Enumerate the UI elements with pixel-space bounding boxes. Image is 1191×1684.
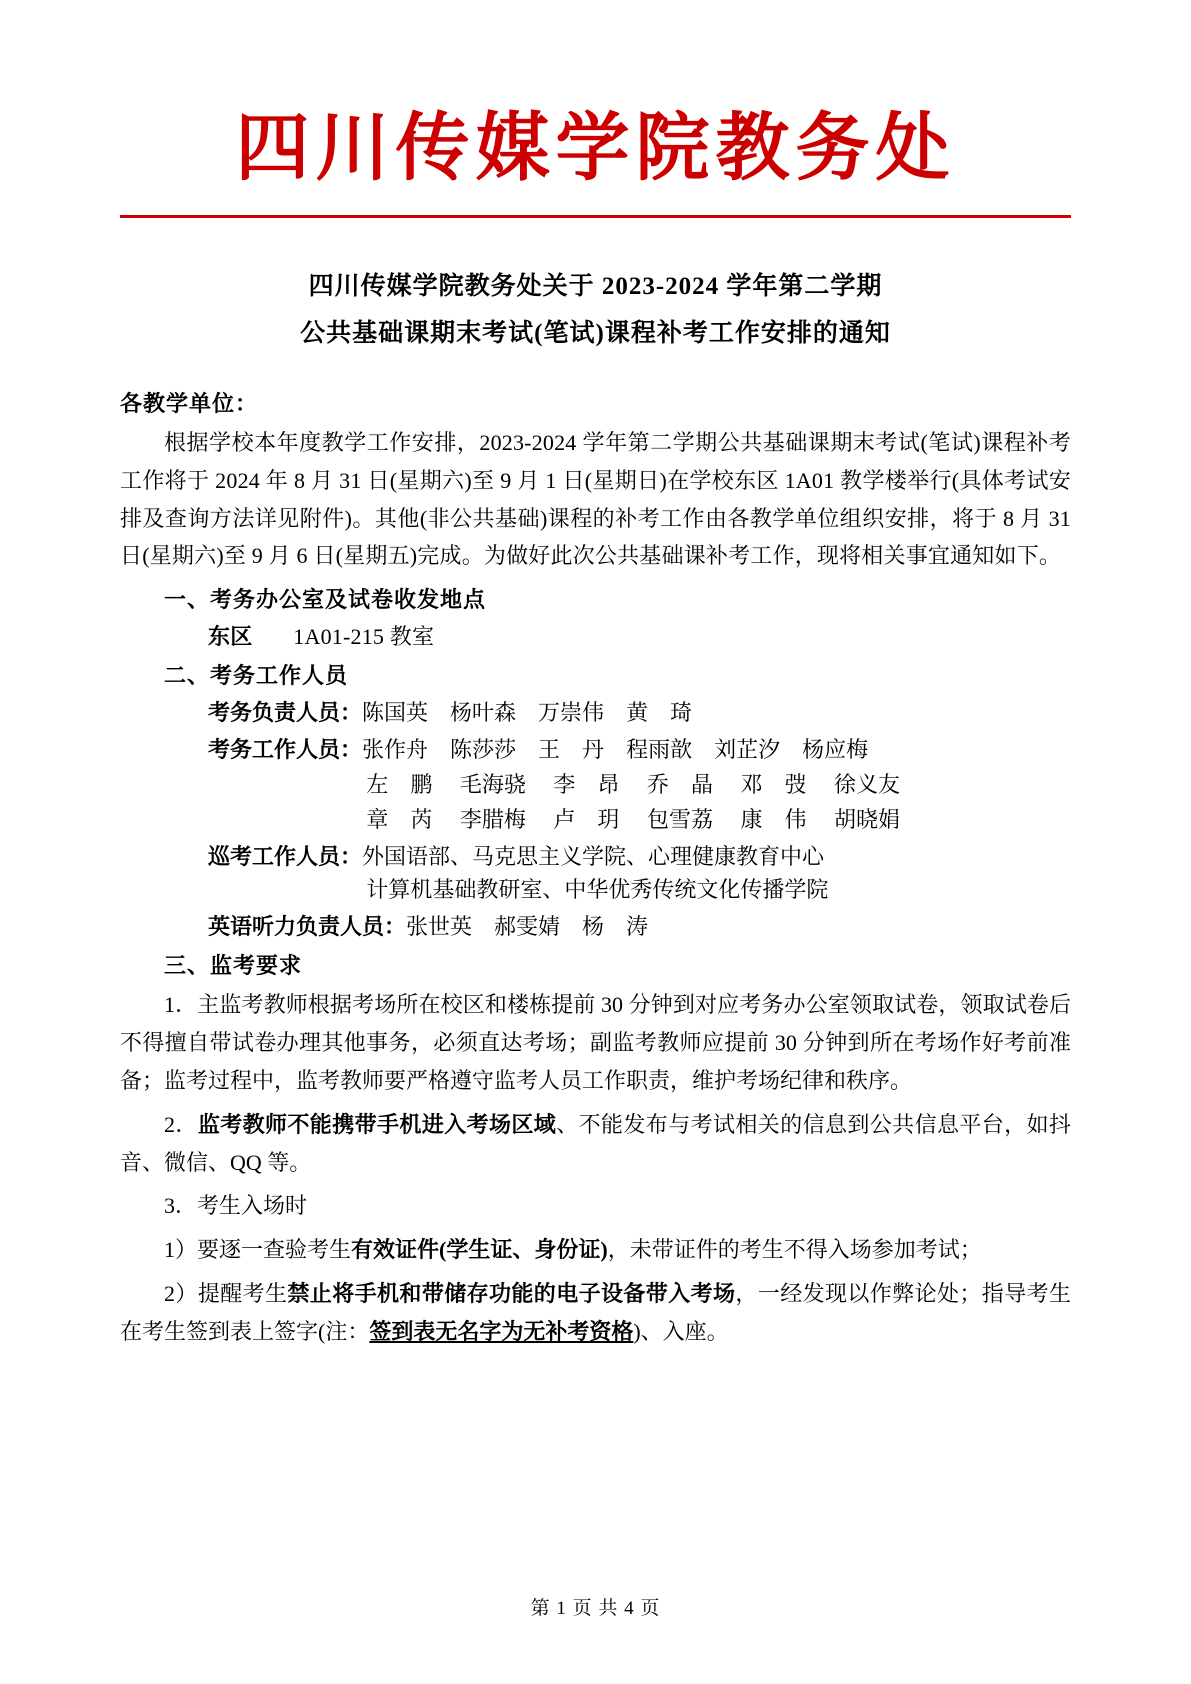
document-title-line-2: 公共基础课期末考试(笔试)课程补考工作安排的通知	[300, 319, 891, 347]
document-title-line-1: 四川传媒学院教务处关于 2023-2024 学年第二学期	[308, 273, 883, 301]
roster-name: 张世英	[406, 914, 473, 940]
exam-office-location-label: 东区	[208, 624, 253, 650]
exam-office-location-value: 1A01-215 教室	[293, 624, 435, 650]
exam-office-location	[120, 620, 1071, 651]
roster-name: 康 伟	[740, 807, 807, 833]
roster-name: 徐义友	[833, 772, 900, 798]
roster-name: 程雨歆	[626, 737, 693, 763]
requirement-prefix: 1）	[164, 1237, 198, 1263]
roster-continuation	[120, 803, 1071, 834]
roster-name: 毛海骁	[459, 772, 526, 798]
requirement-text-mid: ，一经发现以作弊论处；指导考生在考生签到表上签字(注：	[120, 1281, 1071, 1344]
roster-name: 王 丹	[538, 737, 605, 763]
roster-units-continuation: 计算机基础教研室、中华优秀传统文化传播学院	[366, 877, 829, 903]
roster-name: 邓 弢	[740, 772, 807, 798]
roster-name: 胡晓娟	[833, 807, 900, 833]
salutation: 各教学单位：	[120, 390, 259, 416]
roster-names	[362, 696, 714, 727]
roster-name: 包雪荔	[646, 807, 713, 833]
roster-name: 左 鹏	[366, 772, 433, 798]
roster-names	[406, 910, 670, 941]
intro-paragraph: 根据学校本年度教学工作安排，2023-2024 学年第二学期公共基础课期末考试(笔试)课程补考工作将于 2024 年 8 月 31 日(星期六)至 9 月 1 日(星期日)在学校东区 1A01 教学楼举行(具体考试安排及查询方法详见附件)。其他(非公共基础)课程的补考工作由各教学单位组织安排，将于 8 月 31 日(星期六)至 9 月 6 日(星期五)完成。为做好此次公共基础课补考工作，现将相关事宜通知如下。	[120, 429, 1071, 569]
requirement-prefix: 1．	[164, 992, 198, 1018]
roster-name: 刘芷汐	[714, 737, 781, 763]
requirement-emphasis: 监考教师不能携带手机进入考场区域	[197, 1111, 557, 1137]
requirement-prefix: 2．	[164, 1111, 198, 1137]
roster-names	[362, 733, 890, 764]
roster-row	[120, 840, 1071, 871]
document-title	[120, 264, 1071, 357]
roster-name: 万崇伟	[538, 700, 605, 726]
roster-name: 郝雯婧	[494, 914, 561, 940]
roster-name: 乔 晶	[646, 772, 713, 798]
roster-row	[120, 696, 1071, 727]
requirement-emphasis: 有效证件(学生证、身份证)	[351, 1237, 608, 1263]
requirement-item-3	[120, 1187, 1071, 1225]
roster-label: 考务负责人员：	[208, 700, 363, 726]
requirement-text: 考生入场时	[197, 1193, 308, 1219]
roster-label: 英语听力负责人员：	[208, 914, 407, 940]
requirement-item-2	[120, 1106, 1071, 1182]
roster-name: 卢 玥	[553, 807, 620, 833]
page-footer: 第 1 页 共 4 页	[530, 1598, 661, 1619]
masthead-divider	[120, 215, 1071, 218]
roster-name: 章 芮	[366, 807, 433, 833]
requirement-text-after: )、入座。	[633, 1318, 729, 1344]
requirement-emphasis: 禁止将手机和带储存功能的电子设备带入考场	[287, 1281, 736, 1306]
requirement-item-3-2	[120, 1275, 1071, 1351]
masthead-title: 四川传媒学院教务处	[235, 105, 956, 191]
requirement-prefix: 3．	[164, 1193, 198, 1219]
requirement-prefix: 2）	[164, 1281, 198, 1306]
section-heading-3: 三、监考要求	[164, 953, 303, 979]
masthead	[120, 0, 1071, 218]
roster-continuation	[120, 768, 1071, 799]
roster-name: 杨 涛	[582, 914, 649, 940]
roster-name: 杨应梅	[802, 737, 869, 763]
requirement-underline: 签到表无名字为无补考资格	[369, 1318, 634, 1344]
roster-name: 陈莎莎	[450, 737, 517, 763]
requirement-text-before: 提醒考生	[197, 1281, 288, 1306]
roster-name: 杨叶森	[450, 700, 517, 726]
roster-name: 陈国英	[362, 700, 429, 726]
requirement-text: 主监考教师根据考场所在校区和楼栋提前 30 分钟到对应考务办公室领取试卷，领取试卷后不得擅自带试卷办理其他事务，必须直达考场；副监考教师应提前 30 分钟到所在考场作好考前准备；监考过程中，监考教师要严格遵守监考人员工作职责，维护考场纪律和秩序。	[120, 992, 1071, 1093]
roster-label: 巡考工作人员：	[208, 844, 363, 870]
requirement-text: 、不能发布与考试相关的信息到公共信息平台，如抖音、微信、QQ 等。	[120, 1111, 1071, 1175]
roster-name: 黄 琦	[626, 700, 693, 726]
section-heading-1: 一、考务办公室及试卷收发地点	[164, 587, 487, 613]
roster-name: 李腊梅	[459, 807, 526, 833]
requirement-text-before: 要逐一查验考生	[197, 1237, 352, 1263]
section-heading-2: 二、考务工作人员	[164, 663, 349, 689]
roster-units: 外国语部、马克思主义学院、心理健康教育中心	[362, 844, 825, 870]
roster-row	[120, 910, 1071, 941]
requirement-item-1	[120, 986, 1071, 1099]
roster-name: 李 昂	[553, 772, 620, 798]
requirement-item-3-1	[120, 1231, 1071, 1269]
roster-name: 张作舟	[362, 737, 429, 763]
roster-label: 考务工作人员：	[208, 737, 363, 763]
requirement-text-after: ，未带证件的考生不得入场参加考试；	[607, 1237, 982, 1263]
roster-row	[120, 733, 1071, 764]
